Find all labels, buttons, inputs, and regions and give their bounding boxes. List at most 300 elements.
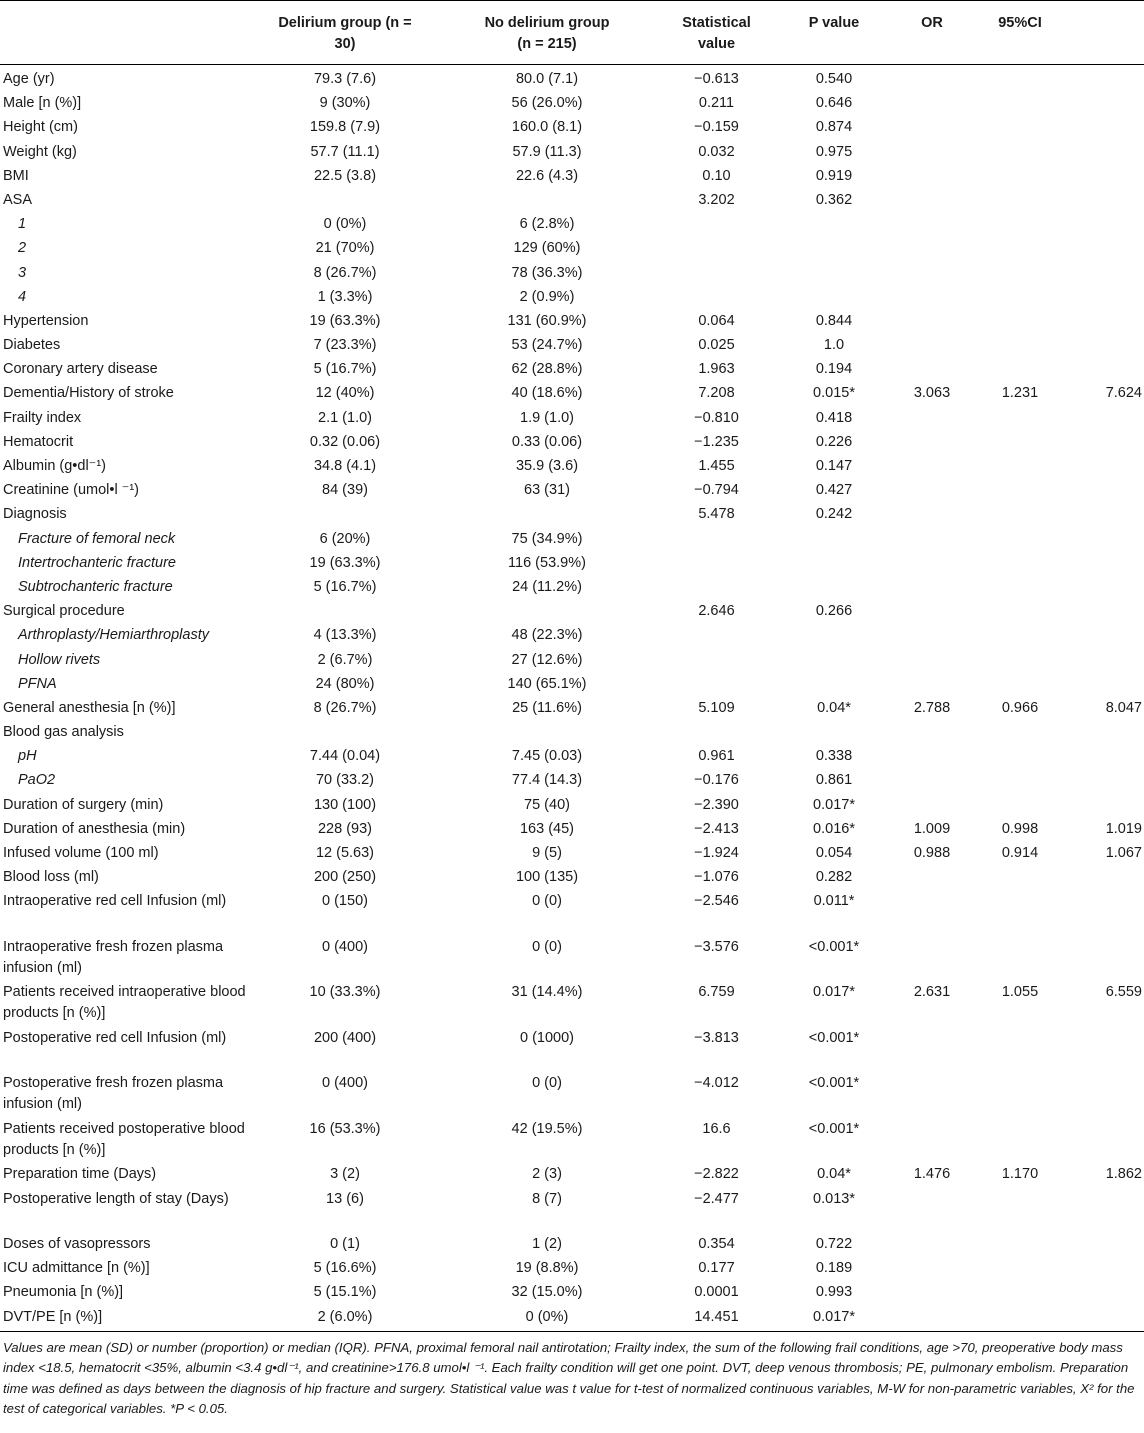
cell-statistical-value [654,650,779,674]
cell-ci-lower [975,66,1065,93]
cell-delirium: 0.32 (0.06) [309,433,381,450]
cell-p-value: 0.722 [815,1236,853,1253]
cell-variable: 1 [18,216,27,233]
table-row [0,66,1144,93]
cell-statistical-value: 5.478 [698,506,735,523]
cell-ci-lower [975,480,1065,504]
cell-ci-upper [1065,891,1144,937]
cell-ci-upper [1065,601,1144,625]
table-row [0,1258,1144,1282]
cell-delirium: 0 (400) [322,938,368,955]
cell-no-delirium: 77.4 (14.3) [511,772,583,789]
cell-delirium: 24 (80%) [315,675,375,692]
cell-ci-lower [975,432,1065,456]
cell-variable: Patients received intraoperative blood products [n (%)] [3,984,246,1022]
header-variable [0,1,250,65]
cell-p-value: 0.242 [815,506,853,523]
cell-delirium: 228 (93) [317,820,372,837]
cell-statistical-value: 0.025 [698,337,735,354]
table-row [0,166,1144,190]
table-row [0,937,1144,983]
cell-variable: Surgical procedure [3,603,125,620]
cell-variable: Postoperative red cell Infusion (ml) [3,1029,227,1046]
cell-or [889,408,975,432]
cell-p-value: 1.0 [823,337,845,354]
cell-p-value: 0.194 [815,361,853,378]
table-row [0,529,1144,553]
cell-statistical-value: 1.455 [698,458,735,474]
cell-ci-lower [975,311,1065,335]
cell-ci-lower [975,335,1065,359]
cell-p-value: 0.147 [815,458,853,474]
cell-or: 1.476 [913,1166,951,1183]
cell-delirium: 0 (0%) [323,216,367,233]
cell-delirium: 200 (400) [313,1029,377,1046]
cell-p-value: 0.017* [813,796,855,813]
cell-delirium: 5 (15.1%) [313,1284,377,1301]
cell-or [889,238,975,262]
cell-ci-lower [975,601,1065,625]
cell-or [889,1258,975,1282]
table-row [0,601,1144,625]
cell-or [889,504,975,528]
cell-ci-lower: 1.231 [1001,385,1039,402]
cell-ci-lower [975,674,1065,698]
cell-delirium: 12 (5.63) [315,845,375,861]
table-row [0,214,1144,238]
cell-ci-lower [975,456,1065,480]
cell-or: 2.788 [913,699,951,716]
cell-no-delirium: 9 (5) [532,845,562,861]
cell-ci-upper [1065,335,1144,359]
cell-p-value: 0.04* [817,1166,851,1183]
cell-ci-lower [975,1028,1065,1074]
cell-variable: Intraoperative red cell Infusion (ml) [3,893,227,910]
table-row [0,1189,1144,1235]
cell-statistical-value: 0.211 [698,95,735,112]
cell-ci-upper [1065,1258,1144,1282]
cell-variable: Patients received postoperative blood products [n (%)] [3,1120,245,1158]
cell-variable: Blood loss (ml) [3,869,99,886]
cell-or [889,770,975,794]
cell-ci-upper: 1.862 [1105,1166,1142,1183]
cell-delirium: 5 (16.7%) [313,361,377,378]
cell-variable: Diabetes [3,337,61,354]
cell-statistical-value: 1.963 [698,361,735,378]
cell-or: 0.988 [913,845,951,861]
cell-delirium: 22.5 (3.8) [313,167,377,184]
cell-ci-lower [975,891,1065,937]
results-table [0,1,1144,1331]
cell-delirium [250,190,440,214]
cell-ci-lower [975,867,1065,891]
table-body [0,66,1144,1331]
cell-variable: Intertrochanteric fracture [18,554,176,571]
cell-p-value: 0.054 [815,845,853,861]
table-row [0,263,1144,287]
cell-delirium [250,504,440,528]
cell-or [889,287,975,311]
cell-ci-lower [975,1073,1065,1119]
cell-or [889,601,975,625]
cell-ci-upper [1065,93,1144,117]
cell-statistical-value [654,722,779,746]
cell-no-delirium: 0 (0) [532,938,562,955]
cell-variable: Diagnosis [3,506,67,523]
cell-or [889,311,975,335]
cell-p-value [779,674,889,698]
cell-ci-upper [1065,770,1144,794]
cell-statistical-value: 0.961 [698,748,735,765]
cell-or [889,142,975,166]
cell-ci-upper [1065,1073,1144,1119]
cell-p-value: 0.015* [813,385,855,402]
cell-ci-upper [1065,674,1144,698]
table-row [0,504,1144,528]
cell-or: 3.063 [913,385,951,402]
cell-p-value [779,722,889,746]
cell-variable: Frailty index [3,409,82,426]
cell-statistical-value: −0.613 [694,71,739,87]
cell-delirium: 3 (2) [330,1166,360,1183]
cell-p-value: 0.017* [813,1308,855,1325]
cell-delirium: 9 (30%) [319,95,371,112]
cell-ci-lower: 0.914 [1001,845,1039,861]
cell-delirium: 159.8 (7.9) [309,119,381,136]
cell-ci-upper: 7.624 [1105,385,1142,402]
cell-variable: Age (yr) [3,71,55,87]
cell-or [889,795,975,819]
cell-p-value: <0.001* [808,1120,860,1137]
cell-ci-lower [975,214,1065,238]
cell-ci-upper [1065,1282,1144,1306]
table-row [0,795,1144,819]
cell-p-value [779,214,889,238]
cell-p-value: 0.338 [815,748,853,765]
cell-p-value: 0.266 [815,603,853,620]
cell-ci-upper [1065,456,1144,480]
cell-statistical-value: 0.064 [698,312,735,329]
cell-p-value: 0.189 [815,1260,853,1277]
cell-ci-upper [1065,795,1144,819]
table-header [0,1,1144,66]
header-ci: 95%CI [998,15,1042,31]
cell-variable: ASA [3,191,33,208]
cell-statistical-value [654,674,779,698]
cell-no-delirium: 27 (12.6%) [511,651,583,668]
cell-variable: Hollow rivets [18,651,101,668]
table-row [0,867,1144,891]
cell-no-delirium [440,190,654,214]
cell-no-delirium: 140 (65.1%) [507,675,587,692]
cell-p-value [779,577,889,601]
cell-ci-lower [975,529,1065,553]
cell-ci-lower: 0.998 [1001,820,1039,837]
cell-no-delirium: 42 (19.5%) [511,1120,583,1137]
cell-ci-lower: 1.055 [1001,984,1039,1001]
cell-variable: Postoperative fresh frozen plasma infusion (ml) [3,1075,224,1113]
cell-delirium: 2 (6.0%) [317,1308,373,1325]
cell-no-delirium: 0 (0) [532,893,562,910]
cell-ci-lower [975,770,1065,794]
cell-ci-upper [1065,408,1144,432]
cell-no-delirium: 0 (0%) [525,1308,569,1325]
cell-delirium: 0 (1) [330,1236,360,1253]
cell-no-delirium: 63 (31) [524,482,570,499]
cell-ci-upper [1065,1189,1144,1235]
cell-variable: Creatinine (umol•l ⁻¹) [3,482,140,499]
cell-ci-upper [1065,166,1144,190]
table-row [0,456,1144,480]
cell-statistical-value: −0.176 [694,772,739,789]
cell-p-value: 0.04* [817,699,851,716]
cell-ci-lower [975,117,1065,141]
cell-ci-upper [1065,650,1144,674]
cell-variable: Dementia/History of stroke [3,385,174,402]
cell-delirium: 2 (6.7%) [317,651,373,668]
table-row [0,982,1144,1028]
cell-ci-lower [975,166,1065,190]
cell-no-delirium: 8 (7) [532,1190,562,1207]
cell-variable: BMI [3,167,29,184]
cell-delirium: 200 (250) [313,869,377,886]
cell-or [889,674,975,698]
cell-delirium: 6 (20%) [319,530,371,547]
table-row [0,1282,1144,1306]
cell-or [889,359,975,383]
cell-ci-lower [975,553,1065,577]
cell-delirium: 8 (26.7%) [313,264,377,281]
cell-or [889,1282,975,1306]
cell-delirium: 130 (100) [313,796,377,813]
cell-delirium: 21 (70%) [315,240,375,257]
cell-or [889,1028,975,1074]
header-ci-upper [1065,1,1144,65]
cell-ci-upper [1065,1234,1144,1258]
cell-ci-upper [1065,722,1144,746]
cell-no-delirium: 7.45 (0.03) [511,748,583,765]
cell-ci-lower [975,722,1065,746]
cell-ci-upper [1065,359,1144,383]
cell-delirium: 5 (16.7%) [313,578,377,595]
cell-ci-lower [975,650,1065,674]
cell-variable: Hematocrit [3,433,74,450]
table-row [0,819,1144,843]
cell-or [889,937,975,983]
table-row [0,1164,1144,1188]
cell-ci-lower [975,93,1065,117]
cell-no-delirium [440,504,654,528]
cell-no-delirium: 62 (28.8%) [511,361,583,378]
cell-no-delirium: 80.0 (7.1) [515,71,579,87]
cell-p-value: 0.646 [815,95,853,112]
cell-no-delirium: 57.9 (11.3) [512,143,582,160]
cell-no-delirium: 131 (60.9%) [507,312,587,329]
cell-no-delirium: 163 (45) [519,820,574,837]
cell-or [889,722,975,746]
cell-or [889,867,975,891]
table-row [0,287,1144,311]
table-row [0,311,1144,335]
cell-variable: pH [18,748,37,765]
cell-or [889,1189,975,1235]
cell-ci-upper [1065,1028,1144,1074]
cell-statistical-value: −0.810 [694,409,739,426]
header-no-delirium: No delirium group (n = 215) [484,15,610,52]
cell-delirium [250,722,440,746]
cell-p-value: 0.282 [815,869,853,886]
cell-statistical-value: −0.159 [694,119,739,136]
cell-delirium: 4 (13.3%) [313,627,377,644]
table-row [0,190,1144,214]
cell-ci-upper: 1.067 [1105,845,1142,861]
table-row [0,1234,1144,1258]
cell-ci-lower [975,408,1065,432]
cell-statistical-value [654,553,779,577]
cell-no-delirium: 0 (0) [532,1075,562,1092]
cell-statistical-value: −1.076 [694,869,739,886]
cell-or [889,577,975,601]
header-statistical-value: Statistical value [682,15,751,52]
cell-delirium: 7.44 (0.04) [309,748,381,765]
cell-statistical-value: 6.759 [698,984,735,1001]
table-footnote: Values are mean (SD) or number (proportion) or median (IQR). PFNA, proximal femoral nail antirotation; Frailty index, the sum of the following frail conditions, age >70, preoperative body mass index <18.5, hematocrit <35%, albumin <3.4 g•dl⁻¹, and creatinine>176.8 umol•l ⁻¹. Each frailty condition will get one point. DVT, deep venous thrombosis; PE, pulmonary embolism. Preparation time was defined as days between the diagnosis of hip fracture and surgery. Statistical value was t value for t-test of normalized continuous variables, M-W for non-parametric variables, X² for the test of categorical variables. *P < 0.05. [3,1339,1135,1417]
cell-ci-upper [1065,142,1144,166]
table-row [0,408,1144,432]
cell-variable: Infused volume (100 ml) [3,845,159,861]
cell-ci-upper [1065,937,1144,983]
cell-statistical-value: 0.10 [702,167,731,184]
cell-no-delirium [440,601,654,625]
table-row [0,432,1144,456]
cell-ci-lower [975,1119,1065,1165]
cell-p-value: 0.427 [815,482,853,499]
cell-p-value: 0.016* [813,820,855,837]
cell-statistical-value: −4.012 [694,1075,739,1092]
table-row [0,553,1144,577]
cell-no-delirium: 24 (11.2%) [512,578,582,595]
cell-or: 2.631 [913,984,951,1001]
cell-no-delirium: 53 (24.7%) [511,337,583,354]
cell-variable: 4 [18,288,27,305]
cell-no-delirium: 129 (60%) [513,240,581,257]
table-row [0,335,1144,359]
cell-ci-upper [1065,553,1144,577]
cell-statistical-value [654,238,779,262]
table-row [0,650,1144,674]
table-row [0,1119,1144,1165]
cell-statistical-value: 0.354 [698,1236,735,1253]
cell-no-delirium: 75 (34.9%) [511,530,583,547]
table-row [0,674,1144,698]
cell-statistical-value: −3.576 [694,938,739,955]
cell-ci-lower: 0.966 [1001,699,1039,716]
cell-ci-lower [975,504,1065,528]
cell-variable: PaO2 [18,772,56,789]
cell-or [889,891,975,937]
cell-or [889,529,975,553]
cell-or [889,117,975,141]
cell-ci-upper [1065,529,1144,553]
cell-variable: Preparation time (Days) [3,1166,157,1183]
cell-delirium: 10 (33.3%) [309,984,381,1001]
cell-ci-lower [975,1258,1065,1282]
table-row [0,359,1144,383]
cell-variable: DVT/PE [n (%)] [3,1308,103,1325]
cell-statistical-value: 0.032 [698,143,735,160]
cell-variable: Pneumonia [n (%)] [3,1284,124,1301]
cell-no-delirium: 75 (40) [524,796,570,813]
table-row [0,480,1144,504]
cell-no-delirium [440,722,654,746]
cell-ci-upper [1065,117,1144,141]
cell-variable: Albumin (g•dl⁻¹) [3,458,106,474]
cell-ci-upper [1065,504,1144,528]
cell-ci-lower: 1.170 [1001,1166,1039,1183]
cell-p-value: <0.001* [808,938,860,955]
cell-ci-upper [1065,190,1144,214]
cell-no-delirium: 40 (18.6%) [511,385,583,402]
cell-no-delirium: 1.9 (1.0) [520,409,574,426]
cell-ci-upper [1065,746,1144,770]
cell-variable: ICU admittance [n (%)] [3,1260,150,1277]
cell-delirium: 8 (26.7%) [313,699,377,716]
cell-variable: Doses of vasopressors [3,1236,151,1253]
cell-ci-upper [1065,480,1144,504]
cell-or [889,214,975,238]
cell-or [889,1234,975,1258]
cell-ci-lower [975,190,1065,214]
cell-variable: Coronary artery disease [3,361,158,378]
cell-statistical-value [654,577,779,601]
cell-p-value [779,263,889,287]
table-row [0,698,1144,722]
table-row [0,238,1144,262]
cell-or [889,650,975,674]
cell-ci-upper [1065,287,1144,311]
cell-no-delirium: 48 (22.3%) [511,627,583,644]
cell-delirium: 12 (40%) [315,385,375,402]
cell-ci-upper [1065,1119,1144,1165]
cell-statistical-value: 14.451 [694,1308,739,1325]
table-row [0,770,1144,794]
cell-no-delirium: 100 (135) [515,869,579,886]
cell-ci-lower [975,1189,1065,1235]
cell-p-value: 0.844 [815,312,853,329]
cell-no-delirium: 32 (15.0%) [511,1284,583,1301]
cell-variable: Arthroplasty/Hemiarthroplasty [18,627,209,644]
cell-statistical-value: 5.109 [698,699,735,716]
table-row [0,625,1144,649]
cell-statistical-value: −2.822 [694,1166,739,1183]
cell-ci-lower [975,263,1065,287]
cell-delirium: 2.1 (1.0) [318,409,372,426]
cell-ci-lower [975,795,1065,819]
cell-or [889,93,975,117]
cell-ci-upper [1065,214,1144,238]
cell-p-value: 0.540 [815,71,853,87]
cell-delirium: 0 (150) [322,893,368,910]
cell-p-value [779,625,889,649]
cell-p-value: 0.226 [815,433,853,450]
cell-no-delirium: 2 (3) [532,1166,562,1183]
cell-ci-upper: 6.559 [1105,984,1142,1001]
cell-ci-upper [1065,263,1144,287]
cell-or [889,432,975,456]
cell-no-delirium: 0.33 (0.06) [511,433,583,450]
cell-or [889,263,975,287]
cell-delirium: 57.7 (11.1) [310,143,380,160]
